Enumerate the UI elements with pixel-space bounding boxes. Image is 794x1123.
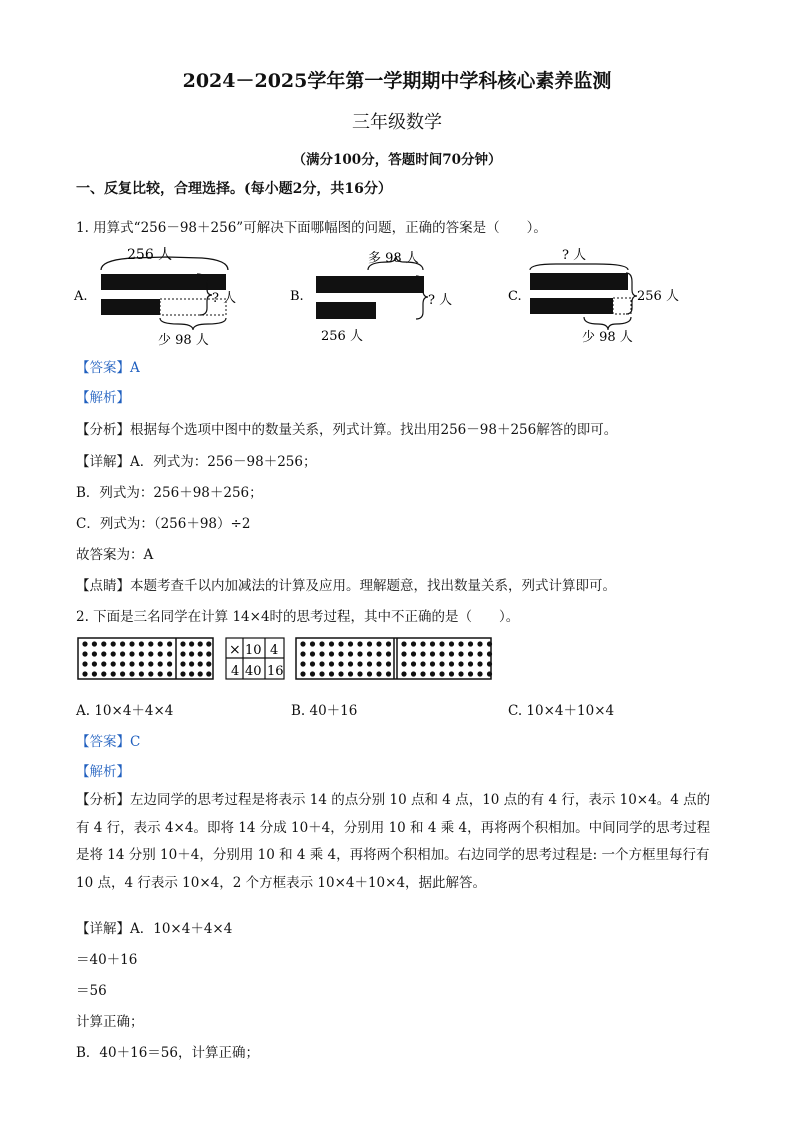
dot — [198, 651, 203, 656]
dot — [158, 651, 163, 656]
dot — [300, 661, 305, 666]
dot — [401, 641, 406, 646]
table-p2: 16 — [267, 664, 284, 679]
q2-stem: 2. 下面是三名同学在计算 14×4时的思考过程，其中不正确的是（ ）。 — [76, 609, 520, 625]
fig-c-top-bar — [530, 273, 628, 290]
fig-a-bottom-bar — [101, 299, 160, 315]
dot — [411, 671, 416, 676]
dot — [338, 651, 343, 656]
dot — [206, 661, 211, 666]
dot — [92, 651, 97, 656]
table-times: × — [229, 642, 241, 658]
dot — [338, 641, 343, 646]
dot — [329, 661, 334, 666]
dot — [129, 641, 134, 646]
dot — [189, 661, 194, 666]
fig-c-right-label: 256 人 — [637, 289, 679, 304]
dot — [148, 651, 153, 656]
fig-c-bottom-bar — [530, 298, 613, 314]
table-row-four: 4 — [231, 664, 240, 679]
dot — [348, 661, 353, 666]
q2-option-b: B. 40＋16 — [291, 703, 358, 719]
dot — [111, 661, 116, 666]
dot — [206, 641, 211, 646]
fig-c-option: C. — [508, 289, 522, 304]
dot — [189, 641, 194, 646]
q1-dianjing: 【点睛】本题考查千以内加减法的计算及应用。理解题意，找出数量关系，列式计算即可。 — [76, 578, 616, 594]
dot — [111, 671, 116, 676]
fig-b-top-bar — [316, 276, 424, 293]
dot-array-left — [82, 641, 211, 676]
dot — [386, 661, 391, 666]
dot — [319, 671, 324, 676]
dot — [180, 661, 185, 666]
q2-step-1: ＝40＋16 — [76, 952, 138, 968]
dot — [477, 661, 482, 666]
section-heading: 一、反复比较，合理选择。(每小题2分，共16分） — [76, 181, 392, 197]
dot — [82, 661, 87, 666]
dot — [101, 641, 106, 646]
fig-b-top-label: 多 98 人 — [368, 251, 419, 266]
fig-a-option: A. — [74, 289, 88, 304]
q1-detail-a: 【详解】A．列式为：256－98＋256； — [76, 454, 317, 470]
dot — [319, 651, 324, 656]
dot — [158, 671, 163, 676]
dot — [401, 661, 406, 666]
dot — [420, 641, 425, 646]
q1-stem: 1. 用算式“256－98＋256”可解决下面哪幅图的问题，正确的答案是（ ）。 — [76, 220, 547, 236]
dot — [376, 641, 381, 646]
dot — [139, 671, 144, 676]
q2-option-a: A. 10×4＋4×4 — [76, 703, 174, 719]
dot — [310, 671, 315, 676]
dot — [468, 661, 473, 666]
dot — [129, 671, 134, 676]
dot — [458, 671, 463, 676]
dot — [348, 641, 353, 646]
dot — [101, 661, 106, 666]
dot — [376, 661, 381, 666]
dot — [439, 661, 444, 666]
dot — [329, 651, 334, 656]
dot — [139, 651, 144, 656]
fig-b-right-label: ? 人 — [428, 293, 453, 308]
fig-a-bottom-label: 少 98 人 — [158, 333, 209, 348]
dot — [411, 661, 416, 666]
dot — [487, 661, 492, 666]
q1-figure-a — [72, 244, 262, 348]
q1-figure-c — [506, 240, 706, 348]
fig-b-option: B. — [290, 289, 304, 304]
dot — [148, 661, 153, 666]
dot — [357, 661, 362, 666]
dot — [477, 641, 482, 646]
dot — [129, 651, 134, 656]
dot — [180, 671, 185, 676]
fig-c-top-label: ? 人 — [562, 248, 587, 263]
dot — [167, 671, 172, 676]
dot — [430, 661, 435, 666]
dot — [180, 641, 185, 646]
dot — [167, 641, 172, 646]
dot — [439, 651, 444, 656]
dot — [148, 641, 153, 646]
dot — [310, 641, 315, 646]
dot — [458, 641, 463, 646]
table-ten: 10 — [245, 643, 262, 658]
dot — [449, 661, 454, 666]
dot — [449, 671, 454, 676]
q2-fenxi: 【分析】左边同学的思考过程是将表示 14 的点分别 10 点和 4 点，10 点的有 4 行，表示 10×4。4 点的有 4 行，表示 4×4。即将 14 分成 10＋4，分别用 10 和 4 乘 4，再将两个积相加。中间同学的思考过程是将 14 分别 10＋4，分别用 10 和 4 乘 4，再将两个积相加。右边同学的思考过程是: 一个方框里每行有 10 点，4 行表示 10×4，2 个方框表示 10×4＋10×4，据此解答。 — [76, 792, 711, 891]
dot — [468, 651, 473, 656]
dot — [468, 671, 473, 676]
dot — [120, 661, 125, 666]
q2-figures — [76, 636, 496, 682]
dot — [367, 651, 372, 656]
dot — [401, 671, 406, 676]
dot — [357, 671, 362, 676]
q1-analysis-label: 【解析】 — [76, 390, 130, 406]
dot — [367, 671, 372, 676]
table-p1: 40 — [245, 664, 262, 679]
dot — [92, 641, 97, 646]
dot — [386, 651, 391, 656]
dot — [92, 671, 97, 676]
dot — [120, 651, 125, 656]
dot — [198, 661, 203, 666]
q2-answer: 【答案】C — [76, 734, 141, 750]
dot — [430, 641, 435, 646]
dot — [206, 651, 211, 656]
dot — [449, 651, 454, 656]
dot — [129, 661, 134, 666]
fig-c-dashed-part — [613, 298, 631, 314]
dot — [430, 651, 435, 656]
dot — [367, 661, 372, 666]
dot — [439, 641, 444, 646]
dot — [449, 641, 454, 646]
fig-c-bottom-label: 少 98 人 — [582, 330, 633, 345]
fig-b-bottom-bar — [316, 302, 376, 319]
fig-a-top-label: 256 人 — [127, 247, 173, 263]
dot — [420, 661, 425, 666]
dot — [300, 641, 305, 646]
dot — [357, 651, 362, 656]
dot — [300, 651, 305, 656]
dot — [206, 671, 211, 676]
dot — [386, 671, 391, 676]
dot — [300, 671, 305, 676]
dot — [198, 641, 203, 646]
dot — [158, 641, 163, 646]
q2-detail-a: 【详解】A．10×4＋4×4 — [76, 921, 233, 937]
dot — [376, 651, 381, 656]
dot — [310, 661, 315, 666]
table-four: 4 — [270, 643, 279, 658]
dot — [92, 661, 97, 666]
dot — [477, 651, 482, 656]
q2-step-2: ＝56 — [76, 983, 107, 999]
dot — [367, 641, 372, 646]
fig-b-bottom-label: 256 人 — [321, 329, 363, 344]
dot — [158, 661, 163, 666]
q1-fenxi: 【分析】根据每个选项中图中的数量关系，列式计算。找出用256－98＋256解答的即可。 — [76, 422, 618, 438]
dot — [319, 641, 324, 646]
dot — [120, 641, 125, 646]
dot — [376, 671, 381, 676]
dot — [148, 671, 153, 676]
dot — [198, 671, 203, 676]
dot — [477, 671, 482, 676]
q1-figure-b — [288, 244, 478, 348]
q1-detail-c: C．列式为：（256＋98）÷2 — [76, 516, 251, 532]
dot — [139, 641, 144, 646]
dot — [348, 671, 353, 676]
dot — [167, 661, 172, 666]
dot — [167, 651, 172, 656]
q1-conclusion: 故答案为：A — [76, 547, 154, 563]
q2-detail-b: B．40＋16＝56，计算正确； — [76, 1045, 259, 1061]
dot — [189, 651, 194, 656]
q1-answer: 【答案】A — [76, 360, 140, 376]
dot — [338, 661, 343, 666]
dot — [420, 671, 425, 676]
dot — [101, 671, 106, 676]
dot — [439, 671, 444, 676]
dot — [411, 651, 416, 656]
dot — [357, 641, 362, 646]
dot — [468, 641, 473, 646]
dot — [329, 671, 334, 676]
dot — [82, 651, 87, 656]
multiplication-table — [226, 638, 284, 679]
dot — [310, 651, 315, 656]
page-subtitle: 三年级数学 — [352, 112, 442, 133]
dot — [111, 641, 116, 646]
q2-correct-note: 计算正确； — [76, 1014, 144, 1030]
dot — [386, 641, 391, 646]
dot — [401, 651, 406, 656]
dot — [487, 641, 492, 646]
fig-a-right-label: ? 人 — [212, 291, 237, 306]
page-title: 2024－2025学年第一学期期中学科核心素养监测 — [182, 70, 612, 92]
q2-option-c: C. 10×4＋10×4 — [508, 703, 615, 719]
dot — [82, 641, 87, 646]
dot — [319, 661, 324, 666]
dot — [120, 671, 125, 676]
dot — [487, 651, 492, 656]
dot — [487, 671, 492, 676]
dot — [458, 661, 463, 666]
dot — [348, 651, 353, 656]
exam-note: （满分100分，答题时间70分钟） — [292, 152, 502, 168]
dot — [189, 671, 194, 676]
dot — [180, 651, 185, 656]
dot — [338, 671, 343, 676]
dot — [101, 651, 106, 656]
q2-analysis-label: 【解析】 — [76, 764, 130, 780]
dot — [139, 661, 144, 666]
dot — [329, 641, 334, 646]
dot — [111, 651, 116, 656]
dot — [411, 641, 416, 646]
dot — [420, 651, 425, 656]
dot — [82, 671, 87, 676]
dot — [430, 671, 435, 676]
q1-detail-b: B．列式为：256＋98＋256； — [76, 485, 263, 501]
dot — [458, 651, 463, 656]
